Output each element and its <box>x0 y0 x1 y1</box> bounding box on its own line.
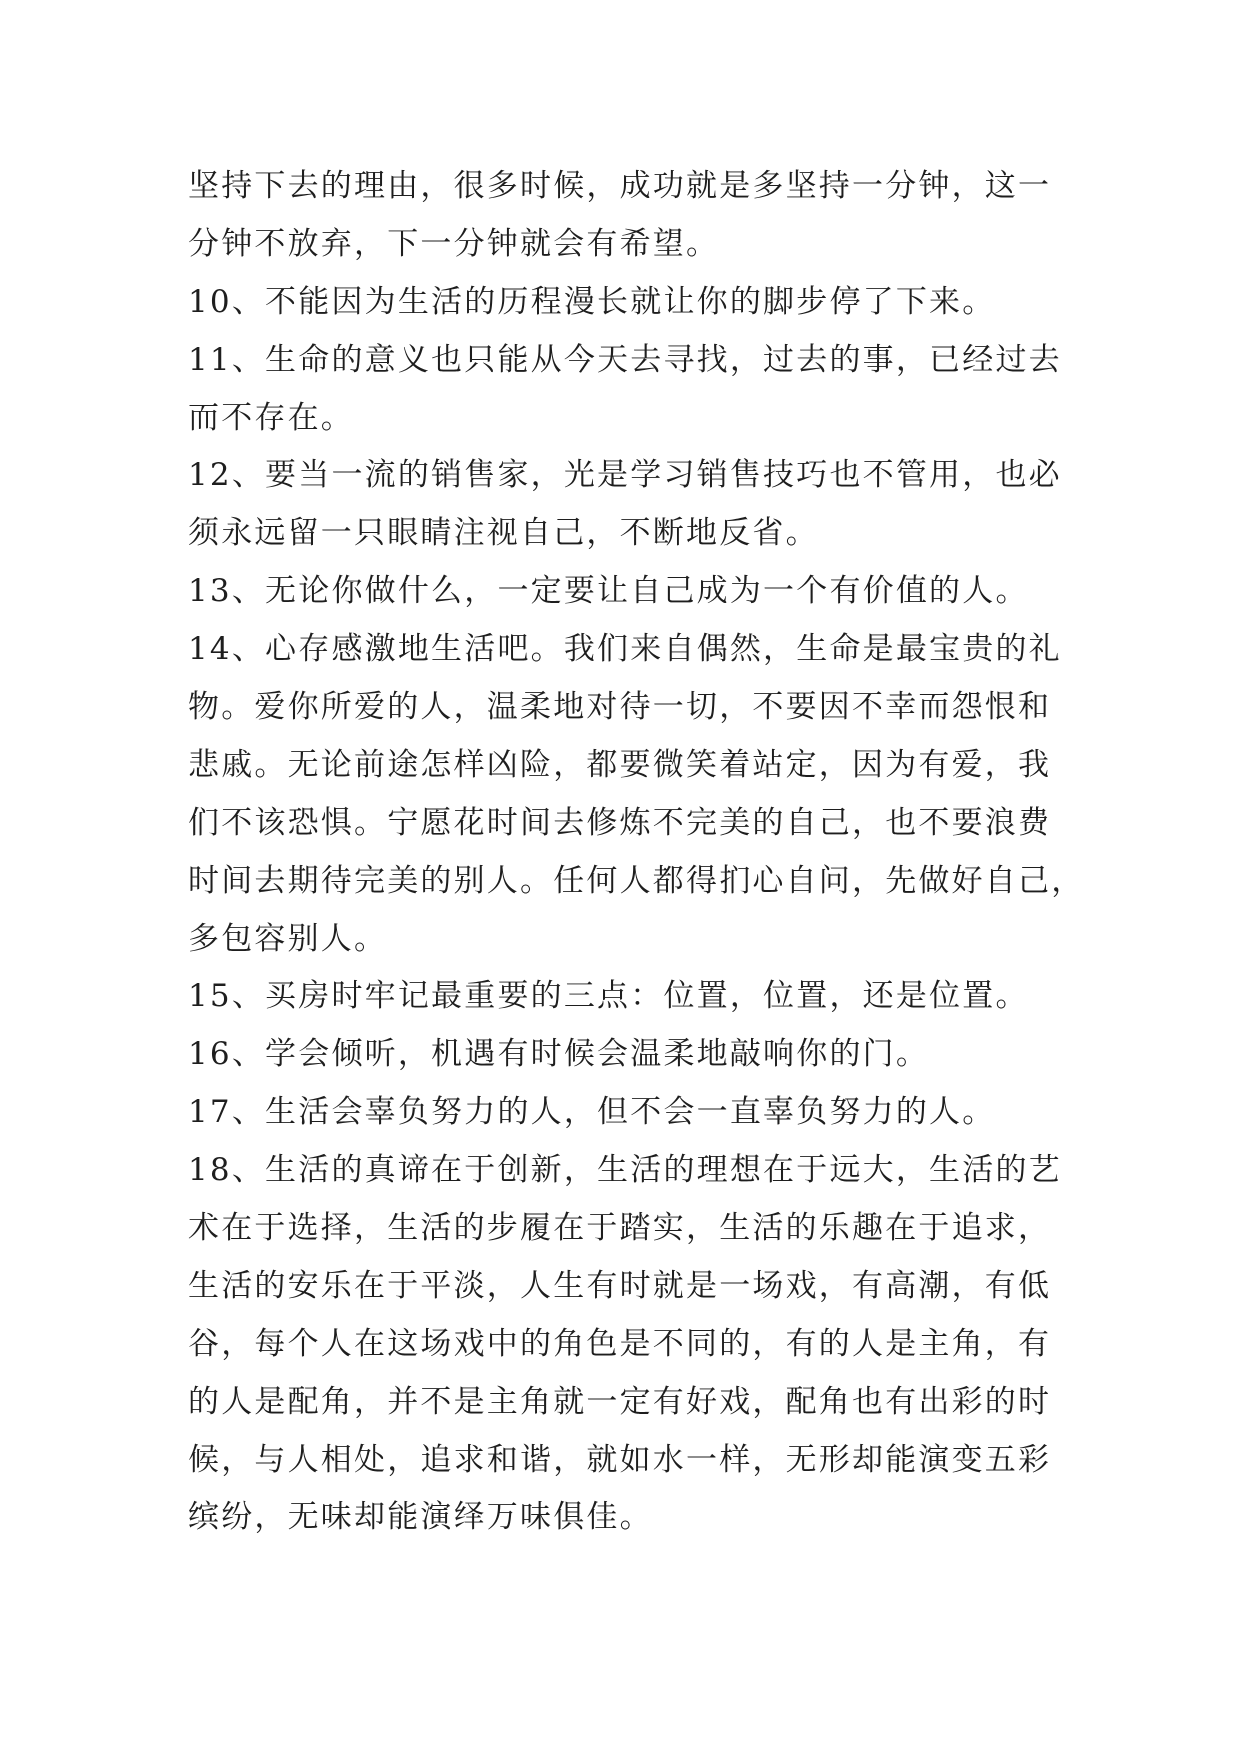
text-line: 们不该恐惧。宁愿花时间去修炼不完美的自己，也不要浪费 <box>188 804 1052 841</box>
text-line: 而不存在。 <box>188 399 354 436</box>
text-line: 术在于选择，生活的步履在于踏实，生活的乐趣在于追求， <box>188 1210 1052 1247</box>
text-line: 缤纷，无味却能演绎万味俱佳。 <box>188 1499 653 1536</box>
text-line: 谷，每个人在这场戏中的角色是不同的，有的人是主角，有 <box>188 1325 1052 1362</box>
text-line: 时间去期待完美的别人。任何人都得扪心自问，先做好自己， <box>188 862 1085 899</box>
text-line: 多包容别人。 <box>188 920 388 957</box>
text-line: 悲戚。无论前途怎样凶险，都要微笑着站定，因为有爱，我 <box>188 746 1052 783</box>
text-line: 物。爱你所爱的人，温柔地对待一切，不要因不幸而怨恨和 <box>188 689 1052 726</box>
text-line: 分钟不放弃，下一分钟就会有希望。 <box>188 225 720 262</box>
text-line: 13、无论你做什么，一定要让自己成为一个有价值的人。 <box>188 573 1029 610</box>
text-line: 候，与人相处，追求和谐，就如水一样，无形却能演变五彩 <box>188 1441 1052 1478</box>
text-line: 须永远留一只眼睛注视自己，不断地反省。 <box>188 515 819 552</box>
text-line: 10、不能因为生活的历程漫长就让你的脚步停了下来。 <box>188 283 996 320</box>
text-line: 坚持下去的理由，很多时候，成功就是多坚持一分钟，这一 <box>188 168 1052 204</box>
text-line: 18、生活的真谛在于创新，生活的理想在于远大，生活的艺 <box>188 1152 1062 1189</box>
document-body <box>188 158 1085 1547</box>
text-line: 的人是配角，并不是主角就一定有好戏，配角也有出彩的时 <box>188 1383 1052 1420</box>
text-line: 16、学会倾听，机遇有时候会温柔地敲响你的门。 <box>188 1036 930 1073</box>
text-line: 14、心存感激地生活吧。我们来自偶然，生命是最宝贵的礼 <box>188 631 1062 668</box>
text-line: 12、要当一流的销售家，光是学习销售技巧也不管用，也必 <box>188 457 1062 494</box>
text-line: 17、生活会辜负努力的人，但不会一直辜负努力的人。 <box>188 1094 996 1131</box>
text-line: 11、生命的意义也只能从今天去寻找，过去的事，已经过去 <box>188 341 1062 378</box>
text-line: 生活的安乐在于平淡，人生有时就是一场戏，有高潮，有低 <box>188 1267 1052 1304</box>
text-line: 15、买房时牢记最重要的三点：位置，位置，还是位置。 <box>188 978 1029 1015</box>
